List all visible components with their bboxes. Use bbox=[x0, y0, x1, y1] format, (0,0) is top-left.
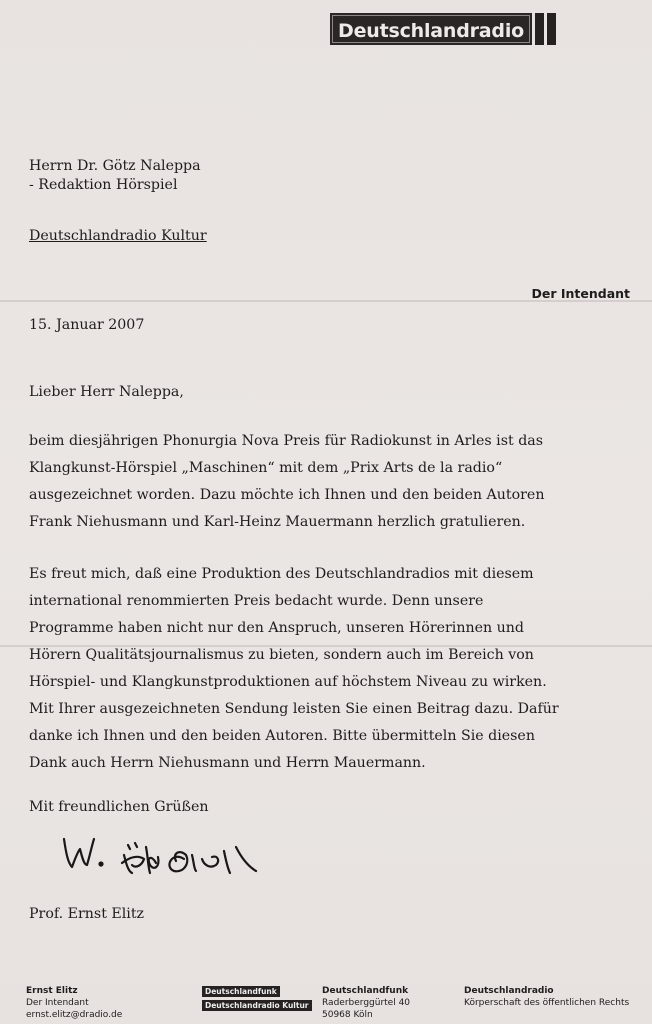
footer-org-name: Deutschlandradio bbox=[464, 986, 554, 996]
paragraph-line: Programme haben nicht nur den Anspruch, unseren Hörerinnen und bbox=[29, 620, 525, 636]
footer-logo-deutschlandfunk: Deutschlandfunk bbox=[202, 986, 280, 997]
footer-logos bbox=[202, 986, 312, 1014]
letter-date: 15. Januar 2007 bbox=[29, 317, 145, 333]
footer-org-name: Deutschlandfunk bbox=[322, 986, 409, 996]
footer-col-deutschlandfunk bbox=[322, 985, 410, 1021]
paragraph-line: Es freut mich, daß eine Produktion des Deutschlandradios mit diesem bbox=[29, 566, 534, 582]
letterhead-logo bbox=[330, 13, 556, 45]
paragraph-2 bbox=[29, 561, 559, 777]
paragraph-line: Klangkunst-Hörspiel „Maschinen“ mit dem „Prix Arts de la radio“ bbox=[29, 460, 503, 476]
sender-title: Der Intendant bbox=[531, 286, 630, 301]
paragraph-line: international renommierten Preis bedacht wurde. Denn unsere bbox=[29, 593, 484, 609]
footer-city: 50968 Köln bbox=[322, 1010, 373, 1020]
footer-col-intendant bbox=[26, 985, 122, 1021]
paragraph-line: Mit Ihrer ausgezeichneten Sendung leisten Sie einen Beitrag dazu. Dafür bbox=[29, 701, 559, 717]
signature-image bbox=[60, 825, 270, 890]
footer-col-deutschlandradio bbox=[464, 985, 629, 1009]
paragraph-line: Frank Niehusmann und Karl-Heinz Mauermann herzlich gratulieren. bbox=[29, 514, 526, 530]
recipient-name: Herrn Dr. Götz Naleppa bbox=[29, 158, 201, 174]
signatory-name: Prof. Ernst Elitz bbox=[29, 906, 145, 922]
footer-title: Der Intendant bbox=[26, 998, 89, 1008]
logo-text: Deutschlandradio bbox=[330, 13, 532, 45]
paragraph-line: Hörspiel- und Klangkunstproduktionen auf höchstem Niveau zu wirken. bbox=[29, 674, 547, 690]
paragraph-line: danke ich Ihnen und den beiden Autoren. Bitte übermitteln Sie diesen bbox=[29, 728, 535, 744]
paragraph-line: Dank auch Herrn Niehusmann und Herrn Mauermann. bbox=[29, 755, 426, 771]
paragraph-line: Hörern Qualitätsjournalismus zu bieten, sondern auch im Bereich von bbox=[29, 647, 534, 663]
paragraph-line: ausgezeichnet worden. Dazu möchte ich Ihnen und den beiden Autoren bbox=[29, 487, 545, 503]
paragraph-line: beim diesjährigen Phonurgia Nova Preis für Radiokunst in Arles ist das bbox=[29, 433, 544, 449]
logo-bar bbox=[547, 13, 556, 45]
recipient-department: - Redaktion Hörspiel bbox=[29, 177, 178, 193]
closing: Mit freundlichen Grüßen bbox=[29, 799, 209, 815]
footer-org-desc: Körperschaft des öffentlichen Rechts bbox=[464, 998, 630, 1008]
paragraph-1 bbox=[29, 428, 544, 536]
salutation: Lieber Herr Naleppa, bbox=[29, 384, 184, 400]
footer-email: ernst.elitz@dradio.de bbox=[26, 1010, 123, 1020]
footer-name: Ernst Elitz bbox=[26, 986, 78, 996]
footer-address: Raderberggürtel 40 bbox=[322, 998, 411, 1008]
footer-logo-deutschlandradio-kultur: Deutschlandradio Kultur bbox=[202, 1000, 312, 1011]
recipient-organization: Deutschlandradio Kultur bbox=[29, 228, 207, 244]
logo-bar bbox=[535, 13, 544, 45]
